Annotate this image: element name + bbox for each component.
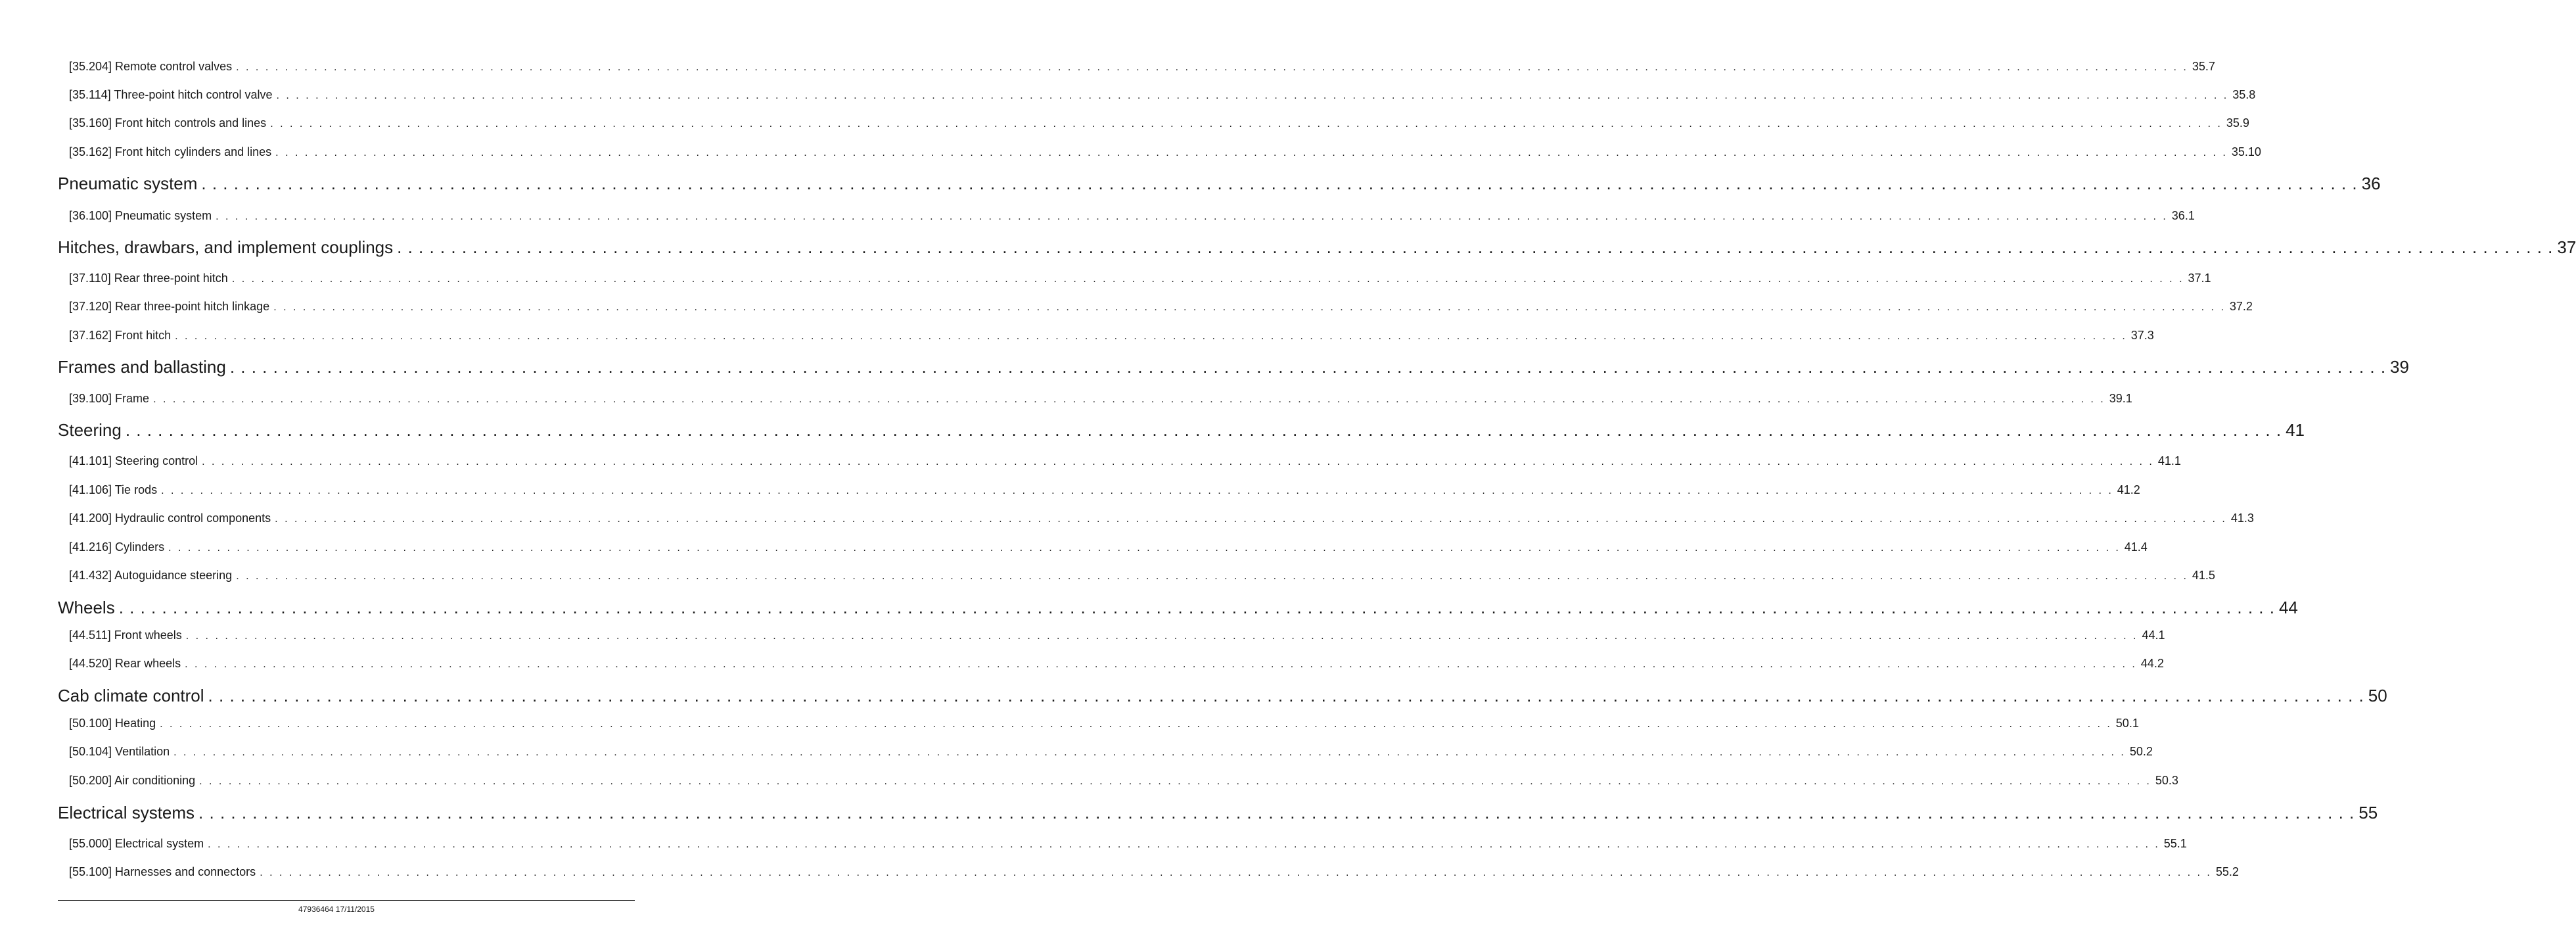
toc-subsection-entry[interactable] xyxy=(69,715,2139,732)
toc-dot-leader: . . . . . . . . . . . . . . . . . . . . . . . . . . . . . . . . . . . . . . . . . . . . . . . . . . . . . . . . . . . . . . . . . . . . . . . . . . . . . . . . . . . . . . . . . . . . . . . . . . . . . . . . . . . . . . . . . . . . . . . . . . . . . . . . . . . . . . . . . . . . . . . . . . . . . . . . . . . . . . . . . . . . . . . . . . . . . . . . . . . . . . . . . . . . . . . . . . . . . . . . xyxy=(173,747,2126,758)
toc-subsection-entry[interactable] xyxy=(69,482,2140,499)
toc-entry-label: [36.100] Pneumatic system xyxy=(69,209,212,222)
toc-entry-label: [41.432] Autoguidance steering xyxy=(69,569,233,582)
toc-dot-leader: . . . . . . . . . . . . . . . . . . . . . . . . . . . . . . . . . . . . . . . . . . . . . . . . . . . . . . . . . . . . . . . . . . . . . . . . . . . . . . . . . . . . . . . . . . . . . . . . . . . . . . . . . . . . . . . . . . . . . . . . . . . . . . . . . . . . . . . . . . . . . . . . . . . . . . . . . . . . . . . . . . . . . . . . . . . . . . . . . . . . . . . . . . . . . . . . . . . . . . . . xyxy=(273,302,2226,313)
toc-entry-page-number: 37.2 xyxy=(2229,300,2253,313)
toc-dot-leader: . . . . . . . . . . . . . . . . . . . . . . . . . . . . . . . . . . . . . . . . . . . . . . . . . . . . . . . . . . . . . . . . . . . . . . . . . . . . . . . . . . . . . . . . . . . . . . . . . . . . . . . . . . . . . . . . . . . . . . . . . . . . . . . . . . . . . . . . . . . . . . . . . . . . . . . . . . . . . . . . . . . . . . . . . . . . . . . . . . . . . . . . . . . . . . . . . . . . . . . . xyxy=(216,211,2168,222)
toc-subsection-entry[interactable] xyxy=(69,208,2195,225)
toc-subsection-entry[interactable] xyxy=(69,87,2256,104)
toc-entry-label: [39.100] Frame xyxy=(69,392,150,405)
toc-subsection-entry[interactable] xyxy=(69,864,2239,881)
toc-dot-leader: . . . . . . . . . . . . . . . . . . . . . . . . . . . . . . . . . . . . . . . . . . . . . . . . . . . . . . . . . . . . . . . . . . . . . . . . . . . . . . . . . . . . . . . . . . . . . . . . . . . . . . . . . . . . . . . . . . . . . . . . . . . . . . . . . . . . . . . . . . . . . . . . . . . . . . . . . . . . . . . . . . . . . . . . . . . . . . . . . . . . . . . . . . . . . . . . . . . . . . . . xyxy=(153,394,2105,405)
toc-subsection-entry[interactable] xyxy=(69,539,2148,556)
toc-entry-page-number: 39 xyxy=(2390,357,2409,377)
toc-entry-label: Cab climate control xyxy=(58,686,204,705)
footer-document-id: 47936464 17/11/2015 xyxy=(298,905,375,914)
toc-entry-page-number: 55.1 xyxy=(2163,837,2187,850)
toc-dot-leader: . . . . . . . . . . . . . . . . . . . . . . . . . . . . . . . . . . . . . . . . . . . . . . . . . . . . . . . . . . . . . . . . . . . . . . . . . . . . . . . . . . . . . . . . . . . . . . . . . . . . . . . . . . . . . . . . . . . . . . . . . . . . . . . . . . . . . . . . . . . . . . . . . . . . . . . . . . . . . . . . . . . . . . . . . . . . . . . . . . . . . . . . . . . . . . . . . . . . . . . . xyxy=(185,631,2138,642)
toc-subsection-entry[interactable] xyxy=(69,627,2165,644)
toc-subsection-entry[interactable] xyxy=(69,655,2164,673)
toc-entry-page-number: 44 xyxy=(2278,598,2298,617)
toc-entry-label: Steering xyxy=(58,420,122,440)
toc-subsection-entry[interactable] xyxy=(69,298,2253,316)
toc-section-entry[interactable] xyxy=(58,801,2378,824)
toc-dot-leader: . . . . . . . . . . . . . . . . . . . . . . . . . . . . . . . . . . . . . . . . . . . . . . . . . . . . . . . . . . . . . . . . . . . . . . . . . . . . . . . . . . . . . . . . . . . . . . . . . . . . . . . . . . . . . . . . . . . . . . . . . . . . . . . . . . . . . . . . . . . . . . . . . . . . . . . . . . . . . . . . . . . . . . . . . . . . . . . . . . . . . . . . . . . . . . . . . . . . . . . . xyxy=(175,331,2127,342)
toc-entry-label: [50.104] Ventilation xyxy=(69,745,170,758)
toc-subsection-entry[interactable] xyxy=(69,744,2153,761)
toc-entry-page-number: 35.10 xyxy=(2231,145,2261,158)
toc-entry-page-number: 50.3 xyxy=(2155,774,2178,787)
toc-entry-page-number: 41.3 xyxy=(2230,512,2254,525)
toc-subsection-entry[interactable] xyxy=(69,391,2132,408)
toc-entry-label: [41.106] Tie rods xyxy=(69,483,158,496)
toc-section-entry[interactable] xyxy=(58,596,2298,619)
toc-entry-page-number: 55.2 xyxy=(2215,865,2239,878)
toc-dot-leader: . . . . . . . . . . . . . . . . . . . . . . . . . . . . . . . . . . . . . . . . . . . . . . . . . . . . . . . . . . . . . . . . . . . . . . . . . . . . . . . . . . . . . . . . . . . . . . . . . . . . . . . . . . . . . . . . . . . . . . . . . . . . . . . . . . . . . . . . . . . . . . . . . . . . . . . . . . . . . . . . . . . . . . . . . . . . . . . . . . . . . . . . . . . . . . . . . . . . . . . . xyxy=(208,686,2364,705)
toc-section-entry[interactable] xyxy=(58,419,2305,441)
toc-dot-leader: . . . . . . . . . . . . . . . . . . . . . . . . . . . . . . . . . . . . . . . . . . . . . . . . . . . . . . . . . . . . . . . . . . . . . . . . . . . . . . . . . . . . . . . . . . . . . . . . . . . . . . . . . . . . . . . . . . . . . . . . . . . . . . . . . . . . . . . . . . . . . . . . . . . . . . . . . . . . . . . . . . . . . . . . . . . . . . . . . . . . . . . . . . . . . . . . . . . . . . . . xyxy=(275,147,2228,158)
toc-dot-leader: . . . . . . . . . . . . . . . . . . . . . . . . . . . . . . . . . . . . . . . . . . . . . . . . . . . . . . . . . . . . . . . . . . . . . . . . . . . . . . . . . . . . . . . . . . . . . . . . . . . . . . . . . . . . . . . . . . . . . . . . . . . . . . . . . . . . . . . . . . . . . . . . . . . . . . . . . . . . . . . . . . . . . . . . . . . . . . . . . . . . . . . . . . . . . . . . . . . . . . . . xyxy=(236,62,2188,73)
toc-entry-label: [50.200] Air conditioning xyxy=(69,774,196,787)
toc-entry-label: Frames and ballasting xyxy=(58,357,226,377)
toc-entry-label: [41.101] Steering control xyxy=(69,454,198,467)
toc-dot-leader: . . . . . . . . . . . . . . . . . . . . . . . . . . . . . . . . . . . . . . . . . . . . . . . . . . . . . . . . . . . . . . . . . . . . . . . . . . . . . . . . . . . . . . . . . . . . . . . . . . . . . . . . . . . . . . . . . . . . . . . . . . . . . . . . . . . . . . . . . . . . . . . . . . . . . . . . . . . . . . . . . . . . . . . . . . . . . . . . . . . . . . . . . . . . . . . . . . . . . . . . xyxy=(199,776,2151,787)
toc-entry-page-number: 37.1 xyxy=(2188,272,2211,285)
toc-entry-label: Hitches, drawbars, and implement couplings xyxy=(58,237,394,257)
toc-dot-leader: . . . . . . . . . . . . . . . . . . . . . . . . . . . . . . . . . . . . . . . . . . . . . . . . . . . . . . . . . . . . . . . . . . . . . . . . . . . . . . . . . . . . . . . . . . . . . . . . . . . . . . . . . . . . . . . . . . . . . . . . . . . . . . . . . . . . . . . . . . . . . . . . . . . . . . . . . . . . . . . . . . . . . . . . . . . . . . . . . . . . . . . . . . . . . . . . . . . . . . . . xyxy=(160,719,2112,730)
toc-entry-page-number: 41.5 xyxy=(2192,569,2215,582)
toc-entry-label: [37.162] Front hitch xyxy=(69,329,172,342)
toc-section-entry[interactable] xyxy=(58,172,2381,195)
toc-entry-label: Pneumatic system xyxy=(58,174,198,193)
toc-entry-label: [37.110] Rear three-point hitch xyxy=(69,272,228,285)
toc-subsection-entry[interactable] xyxy=(69,510,2254,527)
toc-entry-label: Electrical systems xyxy=(58,803,195,822)
toc-dot-leader: . . . . . . . . . . . . . . . . . . . . . . . . . . . . . . . . . . . . . . . . . . . . . . . . . . . . . . . . . . . . . . . . . . . . . . . . . . . . . . . . . . . . . . . . . . . . . . . . . . . . . . . . . . . . . . . . . . . . . . . . . . . . . . . . . . . . . . . . . . . . . . . . . . . . . . . . . . . . . . . . . . . . . . . . . . . . . . . . . . . . . . . . . . . . . . . . . . . . . . . . xyxy=(125,420,2282,440)
toc-entry-page-number: 37 xyxy=(2557,237,2576,257)
toc-subsection-entry[interactable] xyxy=(69,115,2249,132)
toc-dot-leader: . . . . . . . . . . . . . . . . . . . . . . . . . . . . . . . . . . . . . . . . . . . . . . . . . . . . . . . . . . . . . . . . . . . . . . . . . . . . . . . . . . . . . . . . . . . . . . . . . . . . . . . . . . . . . . . . . . . . . . . . . . . . . . . . . . . . . . . . . . . . . . . . . . . . . . . . . . . . . . . . . . . . . . . . . . . . . . . . . . . . . . . . . . . . . . . . . . . . . . . . xyxy=(198,803,2355,822)
toc-entry-label: [37.120] Rear three-point hitch linkage xyxy=(69,300,270,313)
toc-dot-leader: . . . . . . . . . . . . . . . . . . . . . . . . . . . . . . . . . . . . . . . . . . . . . . . . . . . . . . . . . . . . . . . . . . . . . . . . . . . . . . . . . . . . . . . . . . . . . . . . . . . . . . . . . . . . . . . . . . . . . . . . . . . . . . . . . . . . . . . . . . . . . . . . . . . . . . . . . . . . . . . . . . . . . . . . . . . . . . . . . . . . . . . . . . . . . . . . . . . . . . . . xyxy=(260,867,2212,878)
toc-entry-page-number: 44.2 xyxy=(2140,657,2164,670)
toc-entry-label: [41.200] Hydraulic control components xyxy=(69,512,271,525)
toc-entry-page-number: 44.1 xyxy=(2142,629,2165,642)
footer-divider xyxy=(58,900,635,901)
toc-entry-page-number: 41.1 xyxy=(2157,454,2181,467)
toc-entry-page-number: 36 xyxy=(2361,174,2381,193)
toc-dot-leader: . . . . . . . . . . . . . . . . . . . . . . . . . . . . . . . . . . . . . . . . . . . . . . . . . . . . . . . . . . . . . . . . . . . . . . . . . . . . . . . . . . . . . . . . . . . . . . . . . . . . . . . . . . . . . . . . . . . . . . . . . . . . . . . . . . . . . . . . . . . . . . . . . . . . . . . . . . . . . . . . . . . . . . . . . . . . . . . . . . . . . . . . . . . . . . . . . . . . . . . . xyxy=(185,659,2137,670)
toc-entry-page-number: 35.9 xyxy=(2226,116,2249,130)
toc-dot-leader: . . . . . . . . . . . . . . . . . . . . . . . . . . . . . . . . . . . . . . . . . . . . . . . . . . . . . . . . . . . . . . . . . . . . . . . . . . . . . . . . . . . . . . . . . . . . . . . . . . . . . . . . . . . . . . . . . . . . . . . . . . . . . . . . . . . . . . . . . . . . . . . . . . . . . . . . . . . . . . . . . . . . . . . . . . . . . . . . . . . . . . . . . . . . . . . . . . . . . . . . xyxy=(208,839,2160,850)
toc-entry-page-number: 55 xyxy=(2358,803,2378,822)
toc-dot-leader: . . . . . . . . . . . . . . . . . . . . . . . . . . . . . . . . . . . . . . . . . . . . . . . . . . . . . . . . . . . . . . . . . . . . . . . . . . . . . . . . . . . . . . . . . . . . . . . . . . . . . . . . . . . . . . . . . . . . . . . . . . . . . . . . . . . . . . . . . . . . . . . . . . . . . . . . . . . . . . . . . . . . . . . . . . . . . . . . . . . . . . . . . . . . . . . . . . . . . . . . xyxy=(397,237,2554,257)
toc-entry-page-number: 35.7 xyxy=(2192,60,2215,73)
toc-entry-label: [41.216] Cylinders xyxy=(69,540,165,554)
toc-entry-page-number: 36.1 xyxy=(2171,209,2195,222)
toc-dot-leader: . . . . . . . . . . . . . . . . . . . . . . . . . . . . . . . . . . . . . . . . . . . . . . . . . . . . . . . . . . . . . . . . . . . . . . . . . . . . . . . . . . . . . . . . . . . . . . . . . . . . . . . . . . . . . . . . . . . . . . . . . . . . . . . . . . . . . . . . . . . . . . . . . . . . . . . . . . . . . . . . . . . . . . . . . . . . . . . . . . . . . . . . . . . . . . . . . . . . . . . . xyxy=(231,274,2184,285)
toc-entry-page-number: 39.1 xyxy=(2109,392,2132,405)
toc-subsection-entry[interactable] xyxy=(69,270,2211,287)
toc-entry-label: Wheels xyxy=(58,598,115,617)
toc-subsection-entry[interactable] xyxy=(69,144,2261,161)
toc-subsection-entry[interactable] xyxy=(69,567,2215,584)
toc-entry-page-number: 37.3 xyxy=(2130,329,2154,342)
toc-dot-leader: . . . . . . . . . . . . . . . . . . . . . . . . . . . . . . . . . . . . . . . . . . . . . . . . . . . . . . . . . . . . . . . . . . . . . . . . . . . . . . . . . . . . . . . . . . . . . . . . . . . . . . . . . . . . . . . . . . . . . . . . . . . . . . . . . . . . . . . . . . . . . . . . . . . . . . . . . . . . . . . . . . . . . . . . . . . . . . . . . . . . . . . . . . . . . . . . . . . . . . . . xyxy=(270,118,2222,130)
toc-entry-page-number: 50.1 xyxy=(2115,717,2139,730)
toc-subsection-entry[interactable] xyxy=(69,59,2215,76)
toc-entry-page-number: 35.8 xyxy=(2232,88,2256,101)
toc-entry-page-number: 41 xyxy=(2286,420,2305,440)
toc-entry-label: [50.100] Heating xyxy=(69,717,156,730)
toc-entry-label: [35.114] Three-point hitch control valve xyxy=(69,88,273,101)
toc-entry-label: [55.000] Electrical system xyxy=(69,837,204,850)
toc-dot-leader: . . . . . . . . . . . . . . . . . . . . . . . . . . . . . . . . . . . . . . . . . . . . . . . . . . . . . . . . . . . . . . . . . . . . . . . . . . . . . . . . . . . . . . . . . . . . . . . . . . . . . . . . . . . . . . . . . . . . . . . . . . . . . . . . . . . . . . . . . . . . . . . . . . . . . . . . . . . . . . . . . . . . . . . . . . . . . . . . . . . . . . . . . . . . . . . . . . . . . . . . xyxy=(202,456,2154,467)
toc-entry-page-number: 41.4 xyxy=(2124,540,2148,554)
toc-dot-leader: . . . . . . . . . . . . . . . . . . . . . . . . . . . . . . . . . . . . . . . . . . . . . . . . . . . . . . . . . . . . . . . . . . . . . . . . . . . . . . . . . . . . . . . . . . . . . . . . . . . . . . . . . . . . . . . . . . . . . . . . . . . . . . . . . . . . . . . . . . . . . . . . . . . . . . . . . . . . . . . . . . . . . . . . . . . . . . . . . . . . . . . . . . . . . . . . . . . . . . . . xyxy=(168,542,2121,554)
toc-entry-label: [35.160] Front hitch controls and lines xyxy=(69,116,267,130)
toc-section-entry[interactable] xyxy=(58,236,2576,258)
toc-section-entry[interactable] xyxy=(58,356,2409,378)
toc-entry-label: [35.204] Remote control valves xyxy=(69,60,233,73)
toc-dot-leader: . . . . . . . . . . . . . . . . . . . . . . . . . . . . . . . . . . . . . . . . . . . . . . . . . . . . . . . . . . . . . . . . . . . . . . . . . . . . . . . . . . . . . . . . . . . . . . . . . . . . . . . . . . . . . . . . . . . . . . . . . . . . . . . . . . . . . . . . . . . . . . . . . . . . . . . . . . . . . . . . . . . . . . . . . . . . . . . . . . . . . . . . . . . . . . . . . . . . . . . . xyxy=(236,571,2188,582)
toc-dot-leader: . . . . . . . . . . . . . . . . . . . . . . . . . . . . . . . . . . . . . . . . . . . . . . . . . . . . . . . . . . . . . . . . . . . . . . . . . . . . . . . . . . . . . . . . . . . . . . . . . . . . . . . . . . . . . . . . . . . . . . . . . . . . . . . . . . . . . . . . . . . . . . . . . . . . . . . . . . . . . . . . . . . . . . . . . . . . . . . . . . . . . . . . . . . . . . . . . . . . . . . . xyxy=(275,513,2227,525)
toc-entry-page-number: 41.2 xyxy=(2117,483,2140,496)
toc-entry-page-number: 50 xyxy=(2368,686,2387,705)
toc-entry-label: [44.511] Front wheels xyxy=(69,629,182,642)
toc-dot-leader: . . . . . . . . . . . . . . . . . . . . . . . . . . . . . . . . . . . . . . . . . . . . . . . . . . . . . . . . . . . . . . . . . . . . . . . . . . . . . . . . . . . . . . . . . . . . . . . . . . . . . . . . . . . . . . . . . . . . . . . . . . . . . . . . . . . . . . . . . . . . . . . . . . . . . . . . . . . . . . . . . . . . . . . . . . . . . . . . . . . . . . . . . . . . . . . . . . . . . . . . xyxy=(161,485,2113,496)
toc-dot-leader: . . . . . . . . . . . . . . . . . . . . . . . . . . . . . . . . . . . . . . . . . . . . . . . . . . . . . . . . . . . . . . . . . . . . . . . . . . . . . . . . . . . . . . . . . . . . . . . . . . . . . . . . . . . . . . . . . . . . . . . . . . . . . . . . . . . . . . . . . . . . . . . . . . . . . . . . . . . . . . . . . . . . . . . . . . . . . . . . . . . . . . . . . . . . . . . . . . . . . . . . xyxy=(229,357,2387,377)
toc-dot-leader: . . . . . . . . . . . . . . . . . . . . . . . . . . . . . . . . . . . . . . . . . . . . . . . . . . . . . . . . . . . . . . . . . . . . . . . . . . . . . . . . . . . . . . . . . . . . . . . . . . . . . . . . . . . . . . . . . . . . . . . . . . . . . . . . . . . . . . . . . . . . . . . . . . . . . . . . . . . . . . . . . . . . . . . . . . . . . . . . . . . . . . . . . . . . . . . . . . . . . . . . xyxy=(201,174,2358,193)
toc-subsection-entry[interactable] xyxy=(69,836,2187,853)
toc-dot-leader: . . . . . . . . . . . . . . . . . . . . . . . . . . . . . . . . . . . . . . . . . . . . . . . . . . . . . . . . . . . . . . . . . . . . . . . . . . . . . . . . . . . . . . . . . . . . . . . . . . . . . . . . . . . . . . . . . . . . . . . . . . . . . . . . . . . . . . . . . . . . . . . . . . . . . . . . . . . . . . . . . . . . . . . . . . . . . . . . . . . . . . . . . . . . . . . . . . . . . . . . xyxy=(276,90,2229,101)
toc-subsection-entry[interactable] xyxy=(69,773,2178,790)
toc-entry-label: [55.100] Harnesses and connectors xyxy=(69,865,256,878)
toc-entry-label: [44.520] Rear wheels xyxy=(69,657,181,670)
toc-entry-label: [35.162] Front hitch cylinders and lines xyxy=(69,145,272,158)
toc-entry-page-number: 50.2 xyxy=(2129,745,2153,758)
toc-subsection-entry[interactable] xyxy=(69,327,2154,345)
toc-subsection-entry[interactable] xyxy=(69,453,2181,470)
toc-dot-leader: . . . . . . . . . . . . . . . . . . . . . . . . . . . . . . . . . . . . . . . . . . . . . . . . . . . . . . . . . . . . . . . . . . . . . . . . . . . . . . . . . . . . . . . . . . . . . . . . . . . . . . . . . . . . . . . . . . . . . . . . . . . . . . . . . . . . . . . . . . . . . . . . . . . . . . . . . . . . . . . . . . . . . . . . . . . . . . . . . . . . . . . . . . . . . . . . . . . . . . . . xyxy=(118,598,2275,617)
toc-section-entry[interactable] xyxy=(58,684,2387,707)
